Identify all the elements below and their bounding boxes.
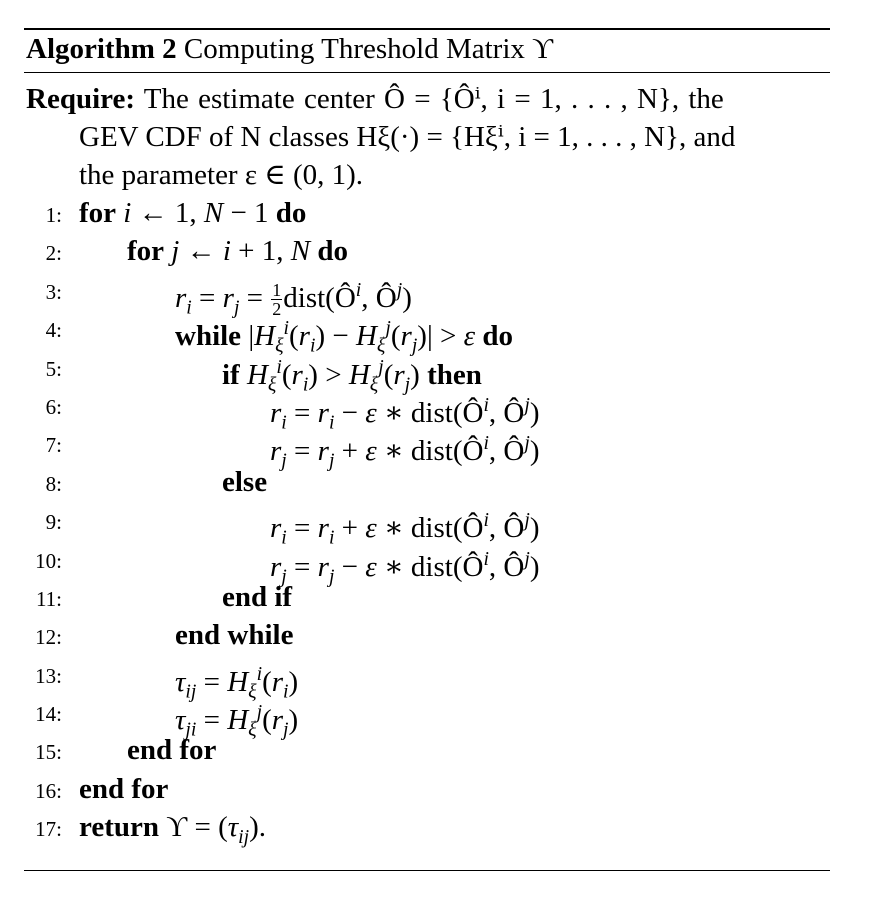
line-code: $\tau_{ij} = H_\xi^i(r_i)$	[175, 662, 299, 703]
bottom-rule	[24, 870, 830, 871]
line-number: 12:	[35, 625, 62, 650]
line-code: else	[222, 465, 268, 498]
caption-rule	[24, 72, 830, 73]
algorithm-line	[0, 309, 888, 357]
line-number: 1:	[45, 203, 62, 227]
line-number: 9:	[45, 510, 62, 535]
line-code: $r_i = r_i - \varepsilon$ ∗ $dist(Ô^i$, $Ô^j$)	[270, 393, 540, 434]
require-label: Require:	[26, 83, 136, 115]
line-number: 6:	[45, 394, 62, 419]
algorithm-line	[0, 501, 888, 549]
line-number: 15:	[35, 740, 62, 765]
line-number: 2:	[45, 241, 62, 266]
algorithm-line	[0, 194, 888, 232]
algorithm-line	[0, 693, 888, 741]
top-rule	[24, 28, 830, 30]
line-code: return $ϒ = (\tau_{ij})$.	[79, 811, 266, 849]
line-number: 11:	[35, 586, 62, 611]
line-number: 17:	[35, 817, 62, 842]
line-number: 10:	[35, 548, 62, 573]
algorithm-title: Computing Threshold Matrix ϒ	[183, 33, 554, 65]
line-code: $r_i = r_i + \varepsilon$ ∗ $dist(Ô^i$, $Ô^j$)	[270, 509, 540, 549]
line-number: 7:	[45, 433, 62, 458]
line-code: end if	[222, 580, 293, 613]
line-code: $r_j = r_j + \varepsilon$ ∗ $dist(Ô^i$, $Ô^j$)	[270, 432, 540, 473]
line-code: $r_i = r_j$ = $\frac{1}{2}$ $dist(Ô^i$, $Ô^j$)	[175, 278, 412, 320]
line-number: 3:	[45, 279, 62, 304]
algorithm-line	[0, 232, 888, 270]
algorithm-line	[0, 540, 888, 588]
line-code: end for	[127, 734, 217, 767]
algorithm-label: Algorithm 2	[26, 33, 177, 65]
require-text-1: The estimate center Ô = {Ôⁱ, i = 1, . . . , N}, the	[143, 83, 724, 115]
line-code: $r_j = r_j - \varepsilon$ ∗ $dist(Ô^i$, $Ô^j$)	[270, 547, 540, 588]
line-number: 8:	[45, 471, 62, 496]
line-code: while $|H_\xi^i(r_i) - H_\xi^j(r_j)| > \varepsilon$ do	[175, 317, 513, 357]
algorithm-line	[0, 578, 888, 616]
algorithm-caption	[26, 31, 553, 67]
require-line-1	[26, 80, 832, 118]
algorithm-line	[0, 655, 888, 703]
line-number: 16:	[35, 778, 62, 803]
algorithm-line	[0, 271, 888, 320]
line-code: for i ← 1, N − 1 do	[79, 197, 307, 229]
line-number: 14:	[35, 702, 62, 727]
require-line-2: GEV CDF of N classes Hξ(·) = {Hξⁱ, i = 1, . . . , N}, and	[79, 121, 736, 153]
algorithm-line	[0, 424, 888, 473]
line-number: 4:	[45, 318, 62, 343]
line-code: for j ← i + 1, N do	[127, 235, 348, 268]
algorithm-line	[0, 348, 888, 396]
algorithm-line	[0, 770, 888, 808]
algorithm-line	[0, 731, 888, 769]
require-line-3: the parameter ε ∈ (0, 1).	[79, 159, 364, 191]
algorithm-line	[0, 386, 888, 434]
line-number: 13:	[35, 663, 62, 688]
algorithm-line	[0, 808, 888, 849]
algorithm-line	[0, 616, 888, 654]
line-code: $\tau_{ji} = H_\xi^j(r_j)$	[175, 701, 299, 741]
line-code: end while	[175, 619, 294, 652]
require-block	[26, 80, 832, 194]
line-code: end for	[79, 772, 169, 805]
line-code: if $H_\xi^i(r_i) > H_\xi^j(r_j)$ then	[222, 355, 482, 396]
algorithm-body	[0, 194, 888, 847]
algorithm-line	[0, 463, 888, 501]
line-number: 5:	[45, 356, 62, 381]
